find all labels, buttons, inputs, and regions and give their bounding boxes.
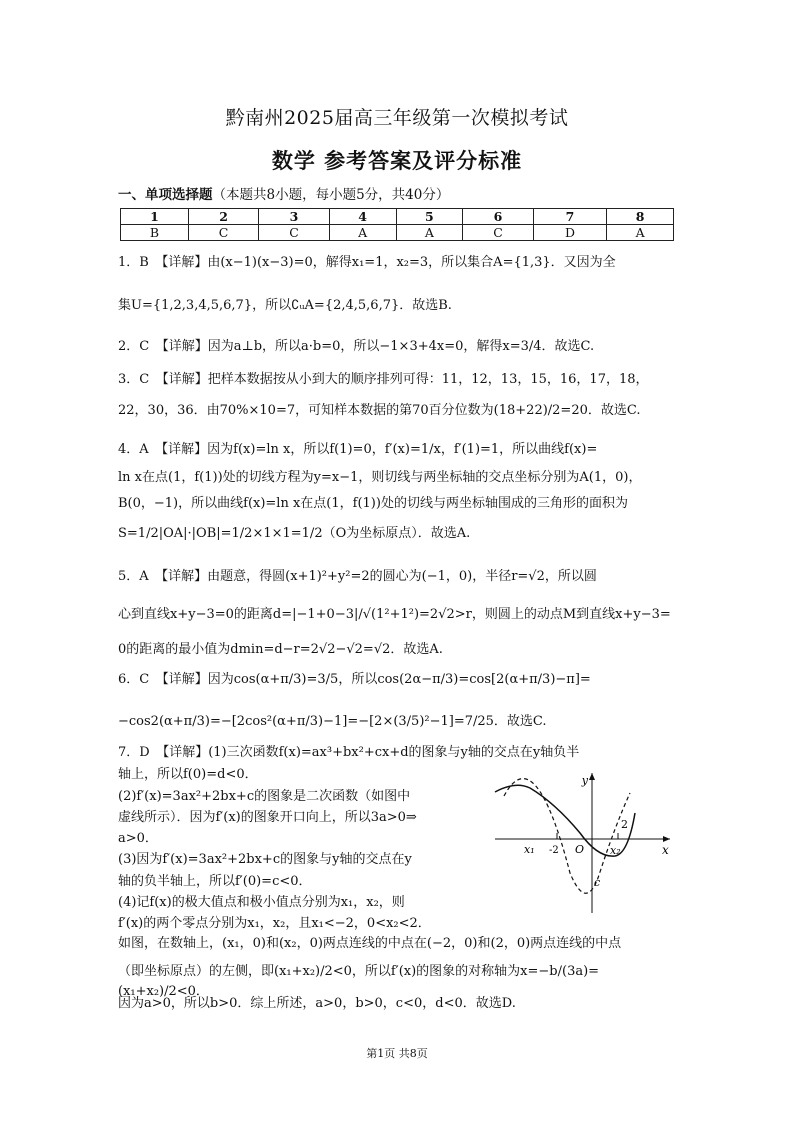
y-axis-arrow-icon	[589, 773, 595, 780]
q4-line1: 4．A 【详解】因为f(x)=ln x，所以f(1)=0，f′(x)=1/x，f′(1)=1，所以曲线f(x)=	[118, 442, 598, 457]
two-label: 2	[621, 818, 628, 831]
q2-line1: 2．C 【详解】因为a⊥b，所以a·b=0，所以−1×3+4x=0，解得x=3/4．故选C.	[118, 339, 595, 354]
x1-label: x₁	[524, 843, 535, 856]
q1-line2: 集U={1,2,3,4,5,6,7}，所以∁ᵤA={2,4,5,6,7}．故选B.	[118, 298, 452, 313]
origin-label: O	[575, 843, 585, 856]
q7-line12: 因为a>0，所以b>0．综上所述，a>0，b>0，c<0，d<0．故选D.	[118, 996, 516, 1011]
q7-line2: 轴上，所以f(0)=d<0．	[118, 767, 258, 782]
answer-table-answer-row	[121, 225, 674, 241]
answer-table	[120, 208, 674, 241]
question-number: 4	[329, 209, 396, 225]
q5-line3: 0的距离的最小值为dmin=d−r=2√2−√2=√2．故选A.	[118, 642, 443, 657]
q4-line4: S=1/2|OA|·|OB|=1/2×1×1=1/2（O为坐标原点）．故选A.	[118, 526, 471, 541]
q4-line3: B(0，−1)，所以曲线f(x)=ln x在点(1，f(1))处的切线与两坐标轴围成的三角形的面积为	[118, 496, 628, 511]
q7-line10: 如图，在数轴上，(x₁，0)和(x₂，0)两点连线的中点在(−2，0)和(2，0)两点连线的中点	[118, 936, 622, 951]
q7-line11: （即坐标原点）的左侧，即(x₁+x₂)/2<0，所以f′(x)的图象的对称轴为x=−b/(3a)=(x₁+x₂)/2<0．	[118, 964, 600, 999]
q3-line1: 3．C 【详解】把样本数据按从小到大的顺序排列可得：11，12，13，15，16，17，18，	[118, 372, 649, 387]
q3-line2: 22，30，36．由70%×10=7，可知样本数据的第70百分位数为(18+22)/2=20．故选C.	[118, 403, 641, 418]
function-graph	[490, 768, 675, 918]
q6-line1: 6．C 【详解】因为cos(α+π/3)=3/5，所以cos(2α−π/3)=cos[2(α+π/3)−π]=	[118, 672, 591, 687]
question-number: 3	[259, 209, 329, 225]
question-number: 5	[396, 209, 463, 225]
exam-title: 黔南州2025届高三年级第一次模拟考试	[225, 107, 569, 129]
q7-line9: f′(x)的两个零点分别为x₁，x₂，且x₁<−2，0<x₂<2．	[118, 916, 431, 931]
y-axis-label: y	[581, 774, 588, 787]
minus2-label: -2	[549, 845, 559, 856]
question-number: 1	[121, 209, 189, 225]
page-footer: 第1页 共8页	[366, 1047, 428, 1060]
answer-cell: A	[607, 225, 674, 241]
q1-line1: 1．B 【详解】由(x−1)(x−3)=0，解得x₁=1，x₂=3，所以集合A={1,3}．又因为全	[118, 255, 616, 270]
q5-line1: 5．A 【详解】由题意，得圆(x+1)²+y²=2的圆心为(−1，0)，半径r=√2，所以圆	[118, 569, 597, 584]
q7-line6: (3)因为f′(x)=3ax²+2bx+c的图象与y轴的交点在y	[118, 852, 412, 867]
answer-cell: C	[259, 225, 329, 241]
c-label: c	[594, 876, 601, 889]
question-number: 6	[463, 209, 533, 225]
answer-cell: D	[533, 225, 606, 241]
x2-label: x₂	[610, 844, 621, 857]
q7-line4: 虚线所示）．因为f′(x)的图象开口向上，所以3a>0⇒	[118, 810, 417, 825]
derivative-curve	[504, 779, 630, 894]
q5-line2: 心到直线x+y−3=0的距离d=|−1+0−3|/√(1²+1²)=2√2>r，则圆上的动点M到直线x+y−3=	[118, 607, 671, 622]
section-heading	[118, 183, 449, 203]
q6-line2: −cos2(α+π/3)=−[2cos²(α+π/3)−1]=−[2×(3/5)²−1]=7/25．故选C.	[118, 714, 547, 729]
section-note: （本题共8小题，每小题5分，共40分）	[212, 187, 450, 203]
q7-line7: 轴的负半轴上，所以f′(0)=c<0．	[118, 874, 312, 889]
x-axis-arrow-icon	[663, 836, 670, 842]
exam-subtitle: 数学 参考答案及评分标准	[271, 148, 523, 173]
question-number: 7	[533, 209, 606, 225]
x-axis-label: x	[662, 843, 669, 857]
question-number: 2	[188, 209, 258, 225]
answer-cell: C	[463, 225, 533, 241]
q7-line1: 7．D 【详解】(1)三次函数f(x)=ax³+bx²+cx+d的图象与y轴的交点在y轴负半	[118, 745, 580, 760]
q7-line8: (4)记f(x)的极大值点和极小值点分别为x₁，x₂，则	[118, 895, 405, 910]
answer-table-header-row	[121, 209, 674, 225]
answer-cell: A	[329, 225, 396, 241]
answer-cell: A	[396, 225, 463, 241]
answer-cell: B	[121, 225, 189, 241]
question-number: 8	[607, 209, 674, 225]
answer-cell: C	[188, 225, 258, 241]
q7-line5: a>0．	[118, 831, 158, 846]
section-title: 一、单项选择题	[118, 187, 213, 203]
q7-line3: (2)f′(x)=3ax²+2bx+c的图象是二次函数（如图中	[118, 789, 411, 804]
q4-line2: ln x在点(1，f(1))处的切线方程为y=x−1，则切线与两坐标轴的交点坐标分别为A(1，0)，	[118, 470, 642, 485]
